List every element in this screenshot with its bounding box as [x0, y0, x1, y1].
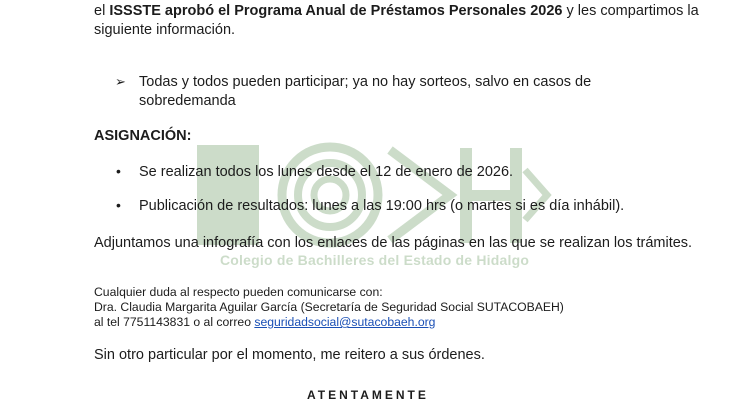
closing-signature-heading: ATENTAMENTE	[307, 388, 429, 402]
participation-line-1: Todas y todos pueden participar; ya no hay sorteos, salvo en casos de	[139, 74, 592, 90]
asignacion-item-1: Se realizan todos los lunes desde el 12 de enero de 2026.	[139, 164, 514, 180]
arrow-bullet-icon: ➢	[115, 74, 126, 89]
contact-line-1: Cualquier duda al respecto pueden comunicarse con:	[94, 285, 383, 299]
asignacion-item-2: Publicación de resultados: lunes a las 19:00 hrs (o martes si es día inhábil).	[139, 198, 625, 214]
watermark-text: Colegio de Bachilleres del Estado de Hidalgo	[220, 252, 530, 268]
email-link[interactable]: seguridadsocial@sutacobaeh.org	[254, 315, 436, 329]
bullet-dot-icon: •	[116, 197, 121, 213]
intro-prefix: el	[94, 3, 110, 19]
asignacion-heading: ASIGNACIÓN:	[94, 128, 192, 144]
intro-suffix: y les compartimos la	[562, 3, 699, 19]
intro-line-1	[94, 2, 699, 20]
attachment-note: Adjuntamos una infografía con los enlaces de las páginas en las que se realizan los trámites.	[94, 235, 693, 251]
contact-phone-text: al tel 7751143831 o al correo	[94, 315, 255, 329]
program-title: ISSSTE aprobó el Programa Anual de Préstamos Personales 2026	[109, 3, 563, 19]
bullet-dot-icon: •	[116, 163, 121, 179]
contact-line-2: Dra. Claudia Margarita Aguilar García (Secretaría de Seguridad Social SUTACOBAEH)	[94, 300, 564, 314]
contact-line-3	[94, 315, 435, 330]
participation-line-2: sobredemanda	[139, 93, 236, 109]
intro-line-2: siguiente información.	[94, 22, 236, 38]
farewell-line: Sin otro particular por el momento, me reitero a sus órdenes.	[94, 347, 485, 363]
